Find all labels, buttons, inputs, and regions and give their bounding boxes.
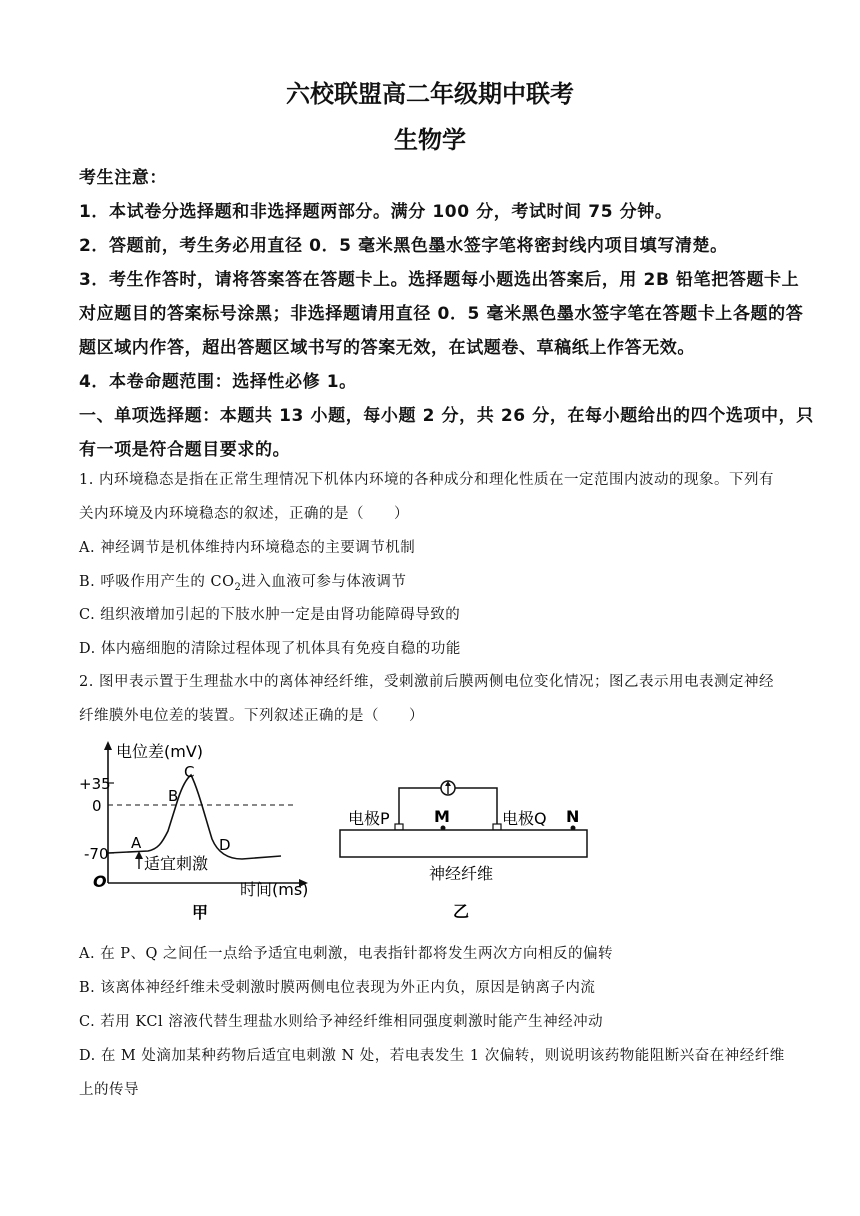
- q1-stem: 1. 内环境稳态是指在正常生理情况下机体内环境的各种成分和理化性质在一定范围内波动的现象。下列有: [79, 472, 774, 488]
- point-m-label: M: [434, 807, 450, 826]
- point-n-label: N: [566, 807, 580, 826]
- q2-stem-cont: 纤维膜外电位差的装置。下列叙述正确的是（ ）: [79, 708, 424, 724]
- notice-item-4: 4．本卷命题范围：选择性必修 1。: [79, 372, 357, 392]
- notice-heading: 考生注意：: [79, 168, 167, 188]
- q1-option-b-text-end: 进入血液可参与体液调节: [241, 574, 407, 590]
- notice-item-3: 3．考生作答时，请将答案答在答题卡上。选择题每小题选出答案后，用 2B 铅笔把答题卡上: [79, 270, 800, 290]
- figure-yi-caption: 乙: [453, 902, 470, 921]
- electrode-q: [493, 824, 501, 830]
- stimulus-label: 适宜刺激: [144, 854, 209, 873]
- notice-item-3-cont2: 题区域内作答，超出答题区域书写的答案无效，在试题卷、草稿纸上作答无效。: [79, 338, 695, 358]
- q2-option-a: A. 在 P、Q 之间任一点给予适宜电刺激，电表指针都将发生两次方向相反的偏转: [79, 946, 614, 962]
- q1-option-c: C. 组织液增加引起的下肢水肿一定是由肾功能障碍导致的: [79, 607, 461, 623]
- section-heading: 一、单项选择题：本题共 13 小题，每小题 2 分，共 26 分，在每小题给出的四个选项中，只: [79, 406, 814, 426]
- q1-stem-cont: 关内环境及内环境稳态的叙述，正确的是（ ）: [79, 506, 409, 522]
- figure-jia: [76, 735, 316, 925]
- q2-option-c: C. 若用 KCl 溶液代替生理盐水则给予神经纤维相同强度刺激时能产生神经冲动: [79, 1014, 604, 1030]
- q1-option-b-text: B. 呼吸作用产生的 CO: [79, 574, 235, 590]
- electrode-p: [395, 824, 403, 830]
- point-b-label: B: [168, 787, 179, 805]
- q2-option-d-cont: 上的传导: [79, 1082, 139, 1098]
- tick-label-m70: -70: [84, 845, 109, 863]
- q1-option-d: D. 体内癌细胞的清除过程体现了机体具有免疫自稳的功能: [79, 641, 461, 657]
- section-heading-cont: 有一项是符合题目要求的。: [79, 440, 291, 460]
- notice-item-3-cont: 对应题目的答案标号涂黑；非选择题请用直径 0．5 毫米黑色墨水签字笔在答题卡上各题的答: [79, 304, 804, 324]
- tick-label-p35: +35: [79, 775, 111, 793]
- origin-label: O: [93, 872, 107, 891]
- q2-stem: 2. 图甲表示置于生理盐水中的离体神经纤维，受刺激前后膜两侧电位变化情况；图乙表示用电表测定神经: [79, 674, 774, 690]
- q2-option-d: D. 在 M 处滴加某种药物后适宜电刺激 N 处，若电表发生 1 次偏转，则说明该药物能阻断兴奋在神经纤维: [79, 1048, 785, 1064]
- electrode-p-label: 电极P: [348, 809, 390, 828]
- exam-title: 六校联盟高二年级期中联考: [286, 80, 574, 108]
- point-d-label: D: [219, 836, 231, 854]
- fiber-label: 神经纤维: [429, 864, 494, 883]
- x-axis-label: 时间(ms): [240, 880, 309, 899]
- figure-yi: [335, 770, 595, 925]
- point-a-label: A: [131, 834, 142, 852]
- y-axis-arrow: [104, 741, 112, 750]
- q1-option-b-subscript: 2: [234, 581, 242, 593]
- notice-item-1: 1．本试卷分选择题和非选择题两部分。满分 100 分，考试时间 75 分钟。: [79, 202, 673, 222]
- tick-label-0: 0: [92, 797, 102, 815]
- q2-option-b: B. 该离体神经纤维未受刺激时膜两侧电位表现为外正内负，原因是钠离子内流: [79, 980, 596, 996]
- point-n-dot: [571, 826, 576, 831]
- point-c-label: C: [184, 763, 195, 781]
- electrode-q-label: 电极Q: [502, 809, 547, 828]
- nerve-fiber: [340, 830, 587, 857]
- q1-option-b: [79, 570, 789, 593]
- subject-title: 生物学: [394, 126, 466, 154]
- q1-option-a: A. 神经调节是机体维持内环境稳态的主要调节机制: [79, 540, 416, 556]
- figure-jia-caption: 甲: [192, 903, 209, 922]
- y-axis-label: 电位差(mV): [116, 742, 204, 761]
- notice-item-2: 2．答题前，考生务必用直径 0．5 毫米黑色墨水签字笔将密封线内项目填写清楚。: [79, 236, 728, 256]
- point-m-dot: [441, 826, 446, 831]
